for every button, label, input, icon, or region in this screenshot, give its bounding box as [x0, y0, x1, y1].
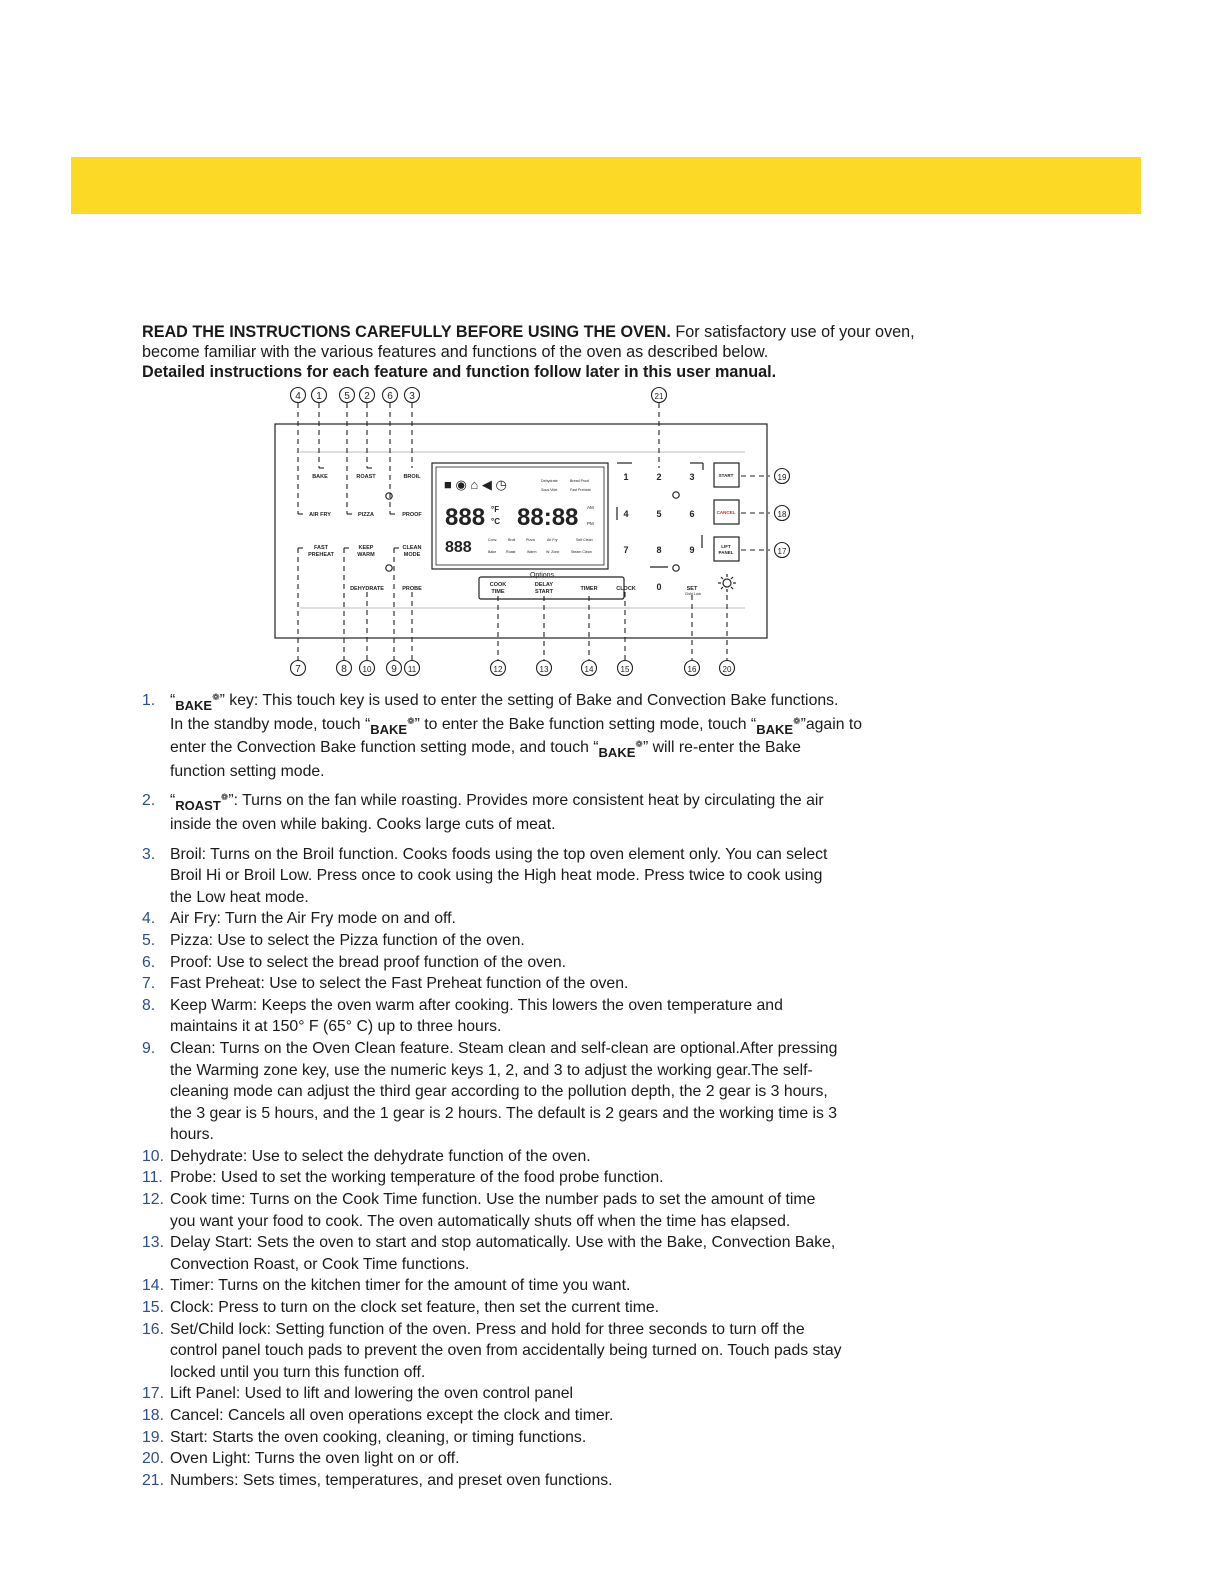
item-text: In the standby mode, touch “ [170, 715, 371, 733]
display-temp: 888 [445, 504, 486, 531]
display-mode-steam-clean: Steam Clean [571, 550, 592, 554]
item-number: 7. [142, 975, 156, 993]
fan-icon: ❁ [220, 792, 229, 803]
item-number: 1. [142, 692, 156, 709]
list-item [142, 1383, 942, 1405]
fan-icon: ❁ [407, 715, 415, 726]
key-timer[interactable]: TIMER [580, 586, 598, 592]
num-8[interactable]: 8 [656, 545, 662, 555]
item-text: Fast Preheat: Use to select the Fast Preheat function of the oven. [170, 975, 629, 993]
item-number: 18. [142, 1407, 164, 1424]
display-mode-w-zone: W. Zone [546, 550, 560, 554]
item-text: enter the Convection Bake function setting mode, and touch “ [170, 739, 599, 757]
callout-1: 1 [316, 391, 322, 402]
key-preheat[interactable]: PREHEAT [308, 552, 334, 558]
item-text: Probe: Used to set the working temperature of the food probe function. [170, 1169, 664, 1187]
key-broil[interactable]: BROIL [403, 474, 421, 480]
intro-text: For satisfactory use of your oven, become familiar with the various features and functions of the oven as described below. [142, 323, 915, 361]
display-mode-air-fry: Air Fry [547, 538, 558, 542]
key-clean[interactable]: CLEAN [402, 545, 422, 551]
list-item [142, 1038, 942, 1146]
item-text: you want your food to cook. The oven automatically shuts off when the time has elapsed. [170, 1212, 791, 1230]
callout-6: 6 [387, 391, 393, 402]
fan-icon: ❁ [635, 739, 643, 750]
callout-15: 15 [620, 665, 630, 674]
callout-17: 17 [777, 547, 787, 556]
item-number: 21. [142, 1471, 164, 1489]
list-item [142, 908, 942, 930]
display-mode-sous-vide: Sous Vide [541, 488, 558, 492]
quote: “ [170, 692, 176, 709]
key-bake[interactable]: BAKE [312, 474, 328, 480]
list-item [142, 1470, 942, 1492]
item-text: Start: Starts the oven cooking, cleaning, or timing functions. [170, 1428, 587, 1446]
display-am: AM [587, 505, 594, 510]
key-cook[interactable]: COOK [489, 582, 507, 588]
item-number: 2. [142, 792, 156, 810]
num-2[interactable]: 2 [656, 472, 662, 482]
callout-14: 14 [584, 665, 594, 674]
num-9[interactable]: 9 [689, 545, 695, 555]
num-7[interactable]: 7 [623, 545, 629, 555]
callout-21: 21 [654, 392, 664, 401]
item-text: the Low heat mode. [170, 888, 309, 906]
item-text: maintains it at 150° F (65° C) up to three hours. [170, 1018, 502, 1036]
intro-bold-tail: Detailed instructions for each feature and function follow later in this user manual. [142, 363, 777, 381]
bake-key-glyph: BAKE [370, 721, 408, 737]
key-proof[interactable]: PROOF [402, 512, 422, 518]
callout-11: 11 [407, 665, 417, 674]
item-text: the Warming zone key, use the numeric keys 1, 2, and 3 to adjust the working gear.The self- [170, 1061, 813, 1079]
item-text: ” key: This touch key is used to enter the setting of Bake and Convection Bake functions. [219, 692, 839, 709]
callout-18: 18 [777, 510, 787, 519]
item-text: Pizza: Use to select the Pizza function of the oven. [170, 931, 525, 949]
callout-12: 12 [493, 665, 503, 674]
display-mode-roast: Roast [506, 550, 516, 554]
light-icon[interactable] [723, 579, 731, 587]
list-item [142, 1297, 942, 1319]
item-number: 10. [142, 1147, 164, 1165]
callout-4: 4 [295, 391, 301, 402]
display-pm: PM [587, 521, 594, 526]
item-text: control panel touch pads to prevent the oven from accidentally being turned on. Touch pads stay [170, 1342, 842, 1360]
num-0[interactable]: 0 [656, 582, 662, 592]
item-text: inside the oven while baking. Cooks large cuts of meat. [170, 815, 556, 833]
callout-10: 10 [362, 665, 372, 674]
key-roast[interactable]: ROAST [356, 474, 376, 480]
bake-key-glyph: BAKE [598, 745, 636, 761]
display-deg-c: °C [491, 517, 500, 526]
item-text: Cancel: Cancels all oven operations except the clock and timer. [170, 1407, 614, 1424]
display-mode-pizza: Pizza [526, 538, 535, 542]
display-mode-self-clean: Self Clean [576, 538, 593, 542]
roast-key-glyph: ROAST [175, 798, 221, 814]
item-number: 15. [142, 1299, 164, 1317]
item-text: Cook time: Turns on the Cook Time function. Use the number pads to set the amount of time [170, 1191, 816, 1209]
item-text: Broil Hi or Broil Low. Press once to cook using the High heat mode. Press twice to cook using [170, 867, 823, 885]
callout-7: 7 [295, 664, 301, 675]
callout-5: 5 [344, 391, 350, 402]
item-text: Clock: Press to turn on the clock set feature, then set the current time. [170, 1299, 660, 1317]
item-text: function setting mode. [170, 762, 325, 780]
key-warm[interactable]: WARM [357, 552, 375, 558]
item-text: Clean: Turns on the Oven Clean feature. Steam clean and self-clean are optional.After pressing [170, 1039, 838, 1057]
item-number: 14. [142, 1277, 164, 1295]
item-number: 12. [142, 1191, 164, 1209]
options-label: Options [529, 572, 555, 579]
item-number: 16. [142, 1320, 164, 1338]
key-start-label[interactable]: START [535, 589, 553, 595]
key-set[interactable]: SET [686, 586, 698, 592]
display-icons: ■ ◉ ⌂ ◀ ◷ [444, 477, 507, 492]
key-pizza[interactable]: PIZZA [358, 512, 374, 518]
child-lock-label: Child Lock [684, 592, 702, 596]
list-item [142, 995, 942, 1038]
item-text: Delay Start: Sets the oven to start and stop automatically. Use with the Bake, Convection Bake, [170, 1234, 836, 1252]
item-number: 5. [142, 931, 156, 949]
item-text: Timer: Turns on the kitchen timer for the amount of time you want. [170, 1277, 631, 1295]
display-mode-bake: Bake [488, 550, 497, 554]
list-item [142, 1189, 942, 1232]
callout-2: 2 [364, 391, 370, 402]
list-item [142, 1146, 942, 1168]
item-text: ” will re-enter the Bake [642, 739, 801, 757]
list-item [142, 844, 942, 909]
panel-label[interactable]: PANEL [718, 550, 734, 555]
item-number: 8. [142, 996, 156, 1014]
display-mode-conv: Conv. [488, 538, 498, 542]
quote: “ [170, 792, 176, 810]
key-probe[interactable]: PROBE [402, 586, 422, 592]
key-mode[interactable]: MODE [403, 552, 421, 558]
key-keep[interactable]: KEEP [358, 545, 374, 551]
callout-19: 19 [777, 473, 787, 482]
item-text: Dehydrate: Use to select the dehydrate function of the oven. [170, 1147, 591, 1165]
list-item [142, 930, 942, 952]
callout-20: 20 [722, 665, 732, 674]
item-text: Proof: Use to select the bread proof function of the oven. [170, 953, 567, 971]
list-item [142, 1275, 942, 1297]
item-number: 3. [142, 845, 156, 863]
intro-bold-lead: READ THE INSTRUCTIONS CAREFULLY BEFORE USING THE OVEN. [142, 323, 671, 341]
cancel-button-label[interactable]: CANCEL [716, 510, 736, 515]
control-panel-diagram [0, 0, 1224, 700]
item-text: Lift Panel: Used to lift and lowering the oven control panel [170, 1385, 574, 1403]
key-fast[interactable]: FAST [313, 545, 329, 551]
display-mode-bread-proof: Bread Proof [570, 479, 590, 483]
item-text: hours. [170, 1126, 214, 1144]
num-6[interactable]: 6 [689, 509, 695, 519]
list-item [142, 1448, 942, 1470]
callout-13: 13 [539, 665, 549, 674]
item-number: 9. [142, 1039, 156, 1057]
start-button-label[interactable]: START [718, 473, 734, 478]
display-mode-warm: Warm [527, 550, 537, 554]
item-text: Set/Child lock: Setting function of the oven. Press and hold for three seconds to turn off the [170, 1320, 805, 1338]
key-delay[interactable]: DELAY [534, 582, 554, 588]
panel-outline [275, 424, 767, 638]
item-text: Air Fry: Turn the Air Fry mode on and off. [170, 910, 456, 928]
item-number: 13. [142, 1234, 164, 1252]
fan-icon: ❁ [212, 692, 220, 702]
display-mode-dehydrate: Dehydrate [541, 479, 558, 483]
item-text: ”: Turns on the fan while roasting. Provides more consistent heat by circulating the air [228, 792, 824, 810]
item-text: Keep Warm: Keeps the oven warm after cooking. This lowers the oven temperature and [170, 996, 783, 1014]
bake-key-glyph: BAKE [175, 698, 213, 713]
num-4[interactable]: 4 [623, 509, 629, 519]
item-text: ”again to [800, 715, 863, 733]
callout-3: 3 [409, 391, 415, 402]
list-item [142, 952, 942, 974]
display-deg-f: °F [491, 505, 500, 514]
item-number: 20. [142, 1450, 164, 1468]
list-item [142, 790, 942, 835]
callout-9: 9 [391, 664, 397, 675]
item-text: Broil: Turns on the Broil function. Cooks foods using the top oven element only. You can select [170, 845, 828, 863]
num-1[interactable]: 1 [623, 472, 629, 482]
key-dehydrate[interactable]: DEHYDRATE [350, 586, 384, 592]
item-number: 6. [142, 953, 156, 971]
lift-panel-button[interactable] [714, 537, 739, 561]
list-item [142, 973, 942, 995]
list-item [142, 1405, 942, 1427]
item-text: cleaning mode can adjust the third gear according to the pollution depth, the 2 gear is 3 hours, [170, 1083, 828, 1101]
fan-icon: ❁ [793, 715, 801, 726]
key-time[interactable]: TIME [491, 589, 505, 595]
key-clock[interactable]: CLOCK [616, 586, 636, 592]
callout-16: 16 [687, 665, 697, 674]
display-time: 88:88 [517, 504, 579, 531]
list-item [142, 690, 942, 782]
item-text: Numbers: Sets times, temperatures, and preset oven functions. [170, 1471, 613, 1489]
item-number: 17. [142, 1385, 164, 1403]
item-number: 19. [142, 1428, 164, 1446]
lift-label[interactable]: LIFT [721, 544, 731, 549]
key-air-fry[interactable]: AIR FRY [309, 512, 331, 518]
list-item [142, 1167, 942, 1189]
item-text: locked until you turn this function off. [170, 1363, 426, 1381]
num-5[interactable]: 5 [656, 509, 662, 519]
item-text: Oven Light: Turns the oven light on or off. [170, 1450, 460, 1468]
item-text: Convection Roast, or Cook Time functions. [170, 1255, 470, 1273]
bake-key-glyph: BAKE [756, 721, 794, 737]
feature-list [142, 690, 942, 1491]
item-text: ” to enter the Bake function setting mode, touch “ [414, 715, 757, 733]
list-item [142, 1319, 942, 1384]
item-text: the 3 gear is 5 hours, and the 1 gear is 2 hours. The default is 2 gears and the working time is 3 [170, 1104, 838, 1122]
list-item [142, 1427, 942, 1449]
item-number: 4. [142, 910, 156, 928]
options-box [479, 577, 624, 599]
display-mode-fast-preheat: Fast Preheat [570, 488, 591, 492]
num-3[interactable]: 3 [689, 472, 695, 482]
list-item [142, 1232, 942, 1275]
callout-8: 8 [341, 664, 347, 675]
item-number: 11. [142, 1169, 163, 1187]
display-small: 888 [445, 539, 472, 556]
display-mode-broil: Broil [508, 538, 516, 542]
